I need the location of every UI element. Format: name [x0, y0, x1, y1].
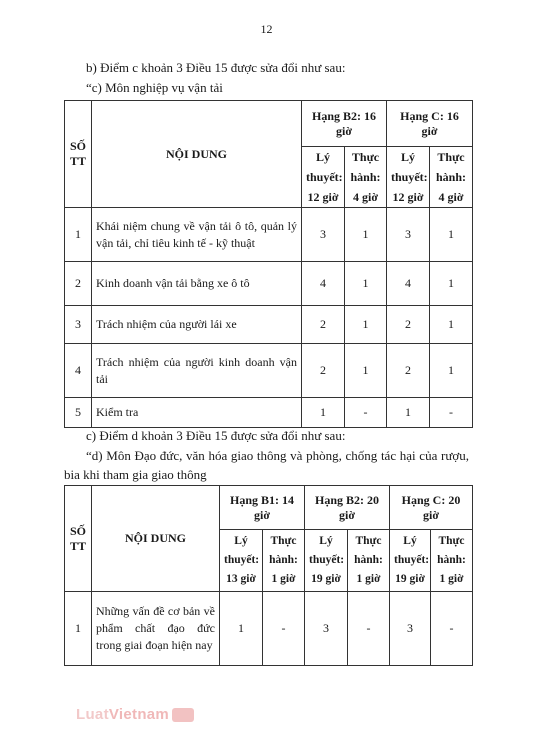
row-content: Kiểm tra [92, 398, 302, 428]
row-stt: 1 [65, 592, 92, 666]
table-row [65, 398, 473, 428]
row-value: 1 [302, 398, 345, 428]
header-stt: SỐ TT [65, 101, 92, 208]
row-value: 1 [430, 208, 473, 262]
row-content: Những vấn đề cơ bản về phẩm chất đạo đức trong giai đoạn hiện nay [92, 592, 220, 666]
row-value: 3 [302, 208, 345, 262]
subheader-practice-c: Thực hành: 1 giờ [431, 530, 473, 592]
ethics-curriculum-table [64, 485, 473, 666]
header-content: NỘI DUNG [92, 486, 220, 592]
row-value: 3 [390, 592, 431, 666]
row-value: 4 [302, 262, 345, 306]
row-value: - [263, 592, 305, 666]
table-row [65, 262, 473, 306]
watermark-icon [172, 708, 194, 722]
subheader-theory-b2: Lý thuyết: 12 giờ [302, 147, 345, 208]
row-value: 1 [345, 344, 387, 398]
header-class-b2: Hạng B2: 20 giờ [305, 486, 390, 530]
table-row [65, 306, 473, 344]
header-content: NỘI DUNG [92, 101, 302, 208]
paragraph-subject-ethics: “d) Môn Đạo đức, văn hóa giao thông và phòng, chống tác hại của rượu, bia khi tham gia giao thông [64, 448, 469, 482]
row-stt: 1 [65, 208, 92, 262]
row-value: - [348, 592, 390, 666]
row-value: - [430, 398, 473, 428]
header-class-b2: Hạng B2: 16 giờ [302, 101, 387, 147]
paragraph-subject-transport: “c) Môn nghiệp vụ vận tải [86, 80, 223, 95]
row-value: 1 [345, 208, 387, 262]
row-content: Trách nhiệm của người lái xe [92, 306, 302, 344]
subheader-practice-b1: Thực hành: 1 giờ [263, 530, 305, 592]
transport-curriculum-table [64, 100, 473, 428]
row-stt: 5 [65, 398, 92, 428]
row-value: - [431, 592, 473, 666]
subheader-theory-b2: Lý thuyết: 19 giờ [305, 530, 348, 592]
row-value: 2 [387, 344, 430, 398]
row-stt: 2 [65, 262, 92, 306]
row-content: Trách nhiệm của người kinh doanh vận tải [92, 344, 302, 398]
paragraph-amend-d: c) Điểm d khoản 3 Điều 15 được sửa đổi như sau: [86, 428, 346, 443]
table-row [65, 344, 473, 398]
row-value: 1 [430, 262, 473, 306]
table-row [65, 592, 473, 666]
row-value: 4 [387, 262, 430, 306]
subheader-practice-b2: Thực hành: 1 giờ [348, 530, 390, 592]
row-stt: 3 [65, 306, 92, 344]
row-value: 2 [302, 344, 345, 398]
row-value: 3 [305, 592, 348, 666]
row-value: 1 [345, 262, 387, 306]
header-stt: SỐ TT [65, 486, 92, 592]
header-class-b1: Hạng B1: 14 giờ [220, 486, 305, 530]
row-value: 1 [387, 398, 430, 428]
row-value: 1 [430, 344, 473, 398]
row-content: Kinh doanh vận tải bằng xe ô tô [92, 262, 302, 306]
row-value: 1 [345, 306, 387, 344]
subheader-theory-c: Lý thuyết: 19 giờ [390, 530, 431, 592]
subheader-practice-b2: Thực hành: 4 giờ [345, 147, 387, 208]
table-row [65, 208, 473, 262]
row-value: - [345, 398, 387, 428]
row-value: 1 [220, 592, 263, 666]
row-value: 2 [387, 306, 430, 344]
row-value: 3 [387, 208, 430, 262]
subheader-theory-b1: Lý thuyết: 13 giờ [220, 530, 263, 592]
row-stt: 4 [65, 344, 92, 398]
header-class-c: Hạng C: 16 giờ [387, 101, 473, 147]
subheader-practice-c: Thực hành: 4 giờ [430, 147, 473, 208]
page-number: 12 [260, 22, 273, 36]
watermark-logo: LuatVietnam [76, 706, 170, 723]
header-class-c: Hạng C: 20 giờ [390, 486, 473, 530]
row-value: 2 [302, 306, 345, 344]
paragraph-amend-c: b) Điểm c khoản 3 Điều 15 được sửa đổi như sau: [86, 60, 346, 75]
row-value: 1 [430, 306, 473, 344]
row-content: Khái niệm chung về vận tải ô tô, quản lý vận tải, chỉ tiêu kinh tế - kỹ thuật [92, 208, 302, 262]
subheader-theory-c: Lý thuyết: 12 giờ [387, 147, 430, 208]
